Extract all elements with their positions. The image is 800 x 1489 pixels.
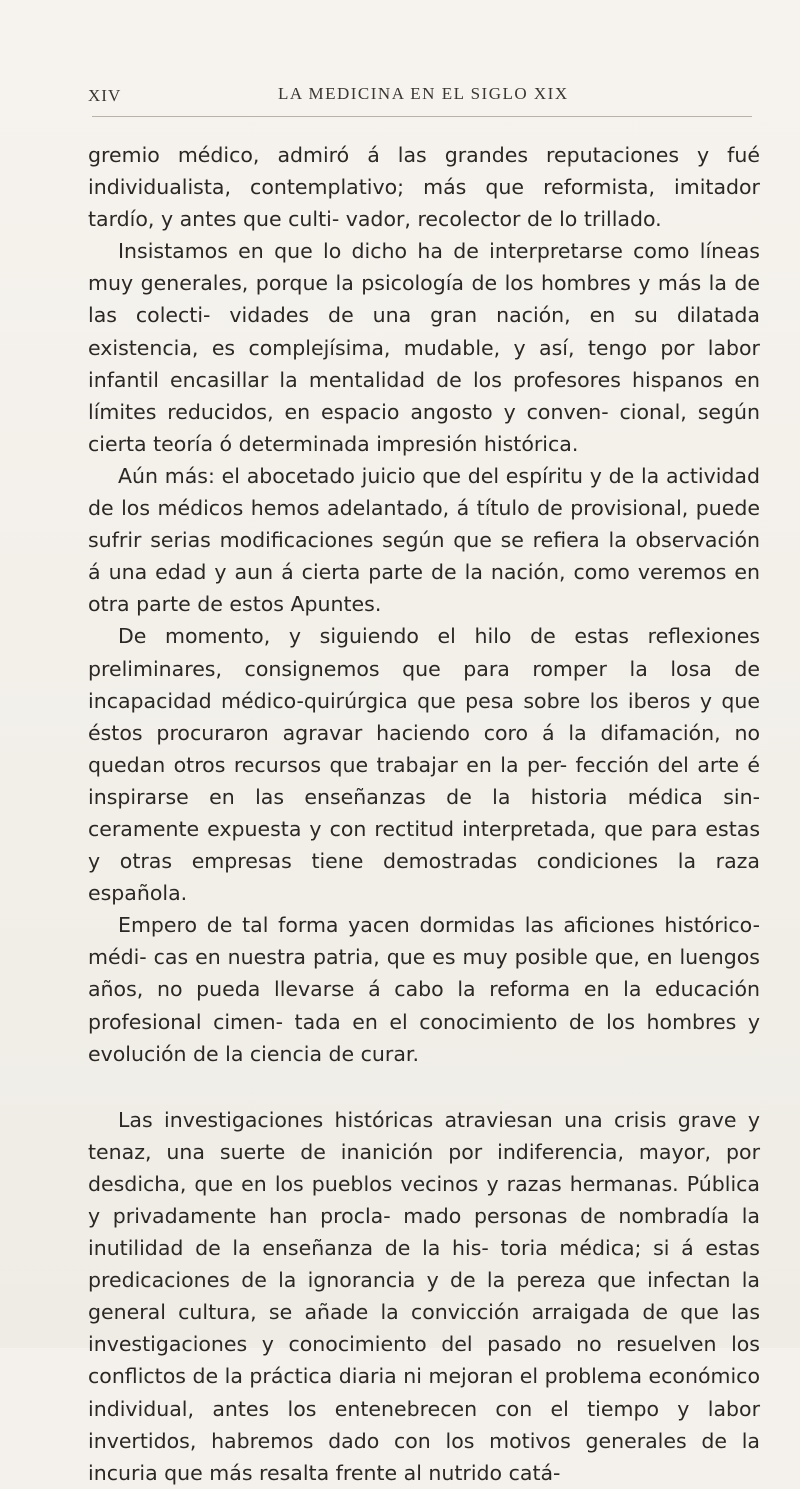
paragraph-4: De momento, y siguiendo el hilo de estas reflexiones preliminares, consignemos que para romper la losa de incapacidad médico-quirúrgica que pesa sobre los iberos y que éstos procuraron agravar haciendo coro á la difamación, no quedan otros recursos que trabajar en la per- fección del arte é inspirarse en las enseñanzas de la historia médica sin- ceramente expuesta y con rectitud interpretada, que para estas y otras empresas tiene demostradas condiciones la raza española. xyxy=(88,624,760,906)
paragraph-6: Las investigaciones históricas atraviesan una crisis grave y tenaz, una suerte de inanición por indiferencia, mayor, por desdicha, que en los pueblos vecinos y razas hermanas. Pública y privadamente han procla- mado personas de nombradía la inutilidad de la enseñanza de la his- toria médica; si á estas predicaciones de la ignorancia y de la pereza que infectan la general cultura, se añade la convicción arraigada de que las investigaciones y conocimiento del pasado no resuelven los conflictos de la práctica diaria ni mejoran el problema económico individual, antes los entenebrecen con el tiempo y labor invertidos, habremos dado con los motivos generales de la incuria que más resalta frente al nutrido catá- xyxy=(88,1107,760,1485)
paragraph-2: Insistamos en que lo dicho ha de interpretarse como líneas muy generales, porque la psicología de los hombres y más la de las colecti- vidades de una gran nación, en su dilatada existencia, es complejísima, mudable, y así, tengo por labor infantil encasillar la mentalidad de los profesores hispanos en límites reducidos, en espacio angosto y conven- cional, según cierta teoría ó determinada impresión histórica. xyxy=(88,239,760,456)
running-head xyxy=(0,82,800,108)
body-text xyxy=(88,139,760,1489)
paragraph-3: Aún más: el abocetado juicio que del espíritu y de la actividad de los médicos hemos adelantado, á título de provisional, puede sufrir serias modificaciones según que se refiera la observación á una edad y aun á cierta parte de la nación, como veremos en otra parte de estos Apuntes. xyxy=(88,463,760,617)
running-title: LA MEDICINA EN EL SIGLO XIX xyxy=(278,84,569,103)
paragraph-1: gremio médico, admiró á las grandes reputaciones y fué individualista, contemplativo; más que reformista, imitador tardío, y antes que culti- vador, recolector de lo trillado. xyxy=(88,143,760,232)
header-rule xyxy=(92,116,752,117)
page-number: XIV xyxy=(88,86,122,105)
paragraph-5: Empero de tal forma yacen dormidas las aficiones histórico-médi- cas en nuestra patria, que es muy posible que, en luengos años, no pueda llevarse á cabo la reforma en la educación profesional cimen- tada en el conocimiento de los hombres y evolución de la ciencia de curar. xyxy=(88,913,760,1066)
